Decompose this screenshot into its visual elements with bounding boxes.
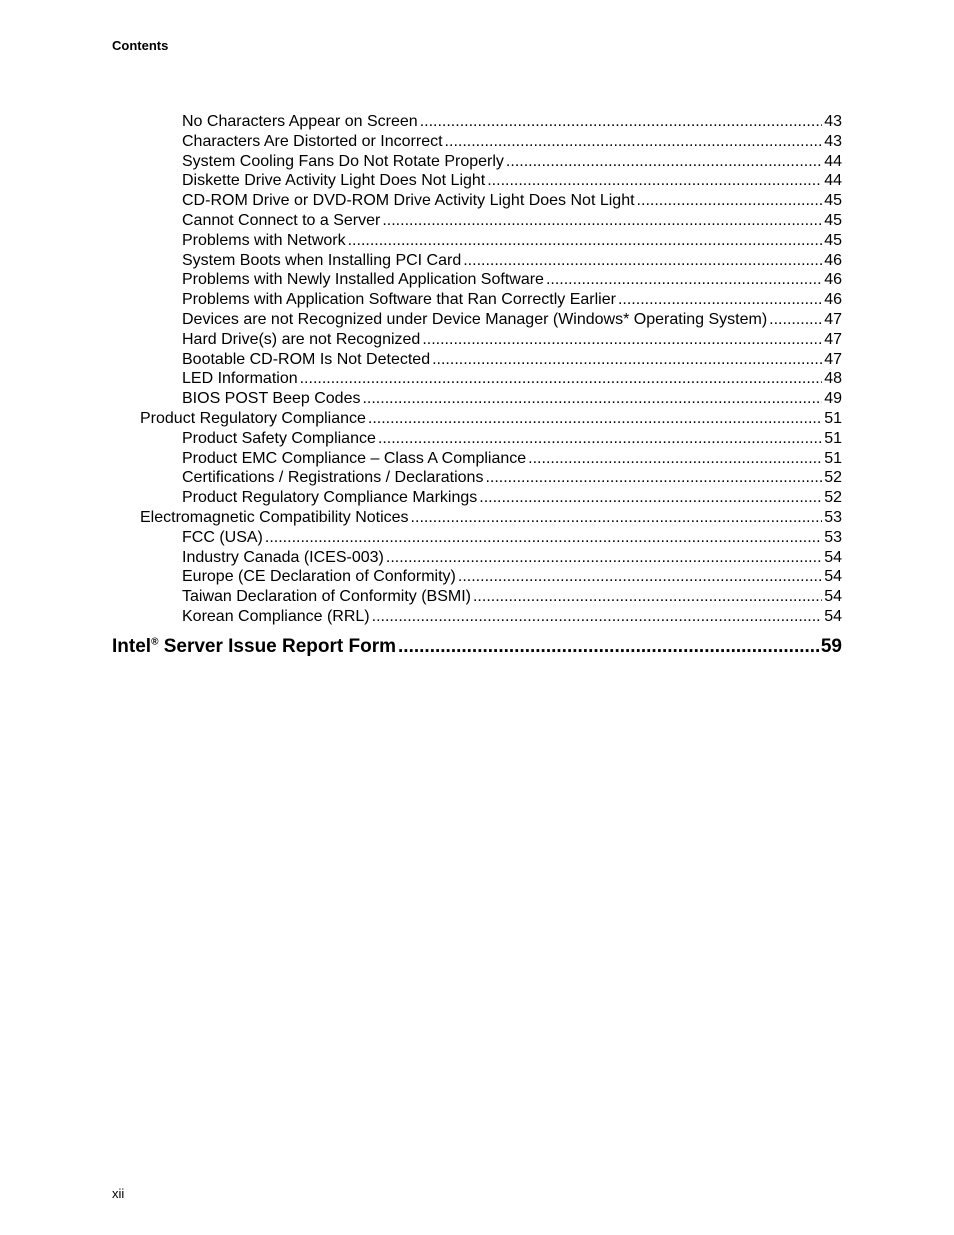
- running-header: Contents: [112, 38, 169, 53]
- toc-dot-leader: [420, 112, 823, 132]
- toc-entry-title: Industry Canada (ICES-003): [182, 548, 384, 566]
- toc-chapter-title: [112, 634, 396, 660]
- toc-entry-title: Devices are not Recognized under Device Manager (Windows* Operating System): [182, 311, 768, 328]
- toc-entry[interactable]: [182, 429, 842, 449]
- toc-chapter-entry[interactable]: [112, 634, 842, 660]
- toc-entry[interactable]: [182, 587, 842, 607]
- toc-entry-title: Problems with Application Software that Ran Correctly Earlier: [182, 291, 616, 309]
- toc-entry-page: 54: [824, 568, 842, 586]
- toc-entry-page: 52: [824, 469, 842, 487]
- toc-dot-leader: [479, 488, 822, 508]
- toc-entry-page: 47: [824, 330, 842, 348]
- toc-dot-leader: [382, 211, 822, 231]
- toc-entry-title: System Boots when Installing PCI Card: [182, 251, 462, 269]
- toc-entry-page: 44: [824, 172, 842, 190]
- toc-dot-leader: [386, 548, 822, 568]
- toc-entry-page: 51: [824, 429, 842, 447]
- toc-entry[interactable]: [182, 567, 842, 587]
- toc-entry[interactable]: [182, 132, 842, 152]
- toc-entry-page: 52: [824, 489, 842, 507]
- toc-entry[interactable]: [140, 409, 842, 429]
- toc-dot-leader: [463, 251, 822, 271]
- toc-entry-title: No Characters Appear on Screen: [182, 113, 418, 130]
- toc-entry[interactable]: [182, 270, 842, 290]
- toc-entry[interactable]: [182, 310, 842, 330]
- toc-entry[interactable]: [182, 251, 842, 271]
- toc-entry[interactable]: [182, 330, 842, 350]
- toc-dot-leader: [637, 191, 823, 211]
- toc-entry-page: 44: [824, 152, 842, 170]
- toc-entry[interactable]: [140, 508, 842, 528]
- toc-dot-leader: [487, 171, 822, 191]
- toc-entry-page: 45: [824, 192, 842, 210]
- toc-entry[interactable]: [182, 211, 842, 231]
- toc-entry[interactable]: [182, 468, 842, 488]
- toc-dot-leader: [300, 369, 823, 389]
- chapter-title-prefix: Intel: [112, 635, 152, 657]
- toc-entry-page: 46: [824, 251, 842, 269]
- toc-entry-page: 54: [824, 588, 842, 606]
- toc-dot-leader: [769, 310, 822, 330]
- toc-entry[interactable]: [182, 389, 842, 409]
- toc-entry-page: 47: [824, 350, 842, 368]
- toc-entry-page: 48: [824, 370, 842, 388]
- toc-dot-leader: [372, 607, 823, 627]
- toc-dot-leader: [485, 468, 822, 488]
- toc-entry-title: FCC (USA): [182, 528, 263, 546]
- chapter-title-suffix: Server Issue Report Form: [158, 635, 397, 657]
- toc-entry-page: 49: [824, 390, 842, 408]
- toc-entry-title: Europe (CE Declaration of Conformity): [182, 568, 456, 586]
- toc-dot-leader: [422, 330, 822, 350]
- toc-entry-page: 47: [824, 311, 842, 328]
- toc-entry-title: Cannot Connect to a Server: [182, 212, 381, 229]
- toc-dot-leader: [368, 409, 822, 429]
- toc-entry-title: Product Regulatory Compliance: [140, 410, 366, 427]
- toc-entry-title: LED Information: [182, 370, 298, 388]
- toc-dot-leader: [458, 567, 822, 587]
- toc-dot-leader: [398, 634, 819, 660]
- toc-entry-page: 53: [824, 509, 842, 526]
- toc-entry-title: Hard Drive(s) are not Recognized: [182, 330, 421, 348]
- toc-entry-page: 43: [824, 113, 842, 130]
- toc-entry-page: 51: [824, 449, 842, 467]
- toc-dot-leader: [411, 508, 823, 528]
- toc-dot-leader: [265, 528, 822, 548]
- toc-entry[interactable]: [182, 290, 842, 310]
- toc-entry[interactable]: [182, 548, 842, 568]
- toc-dot-leader: [432, 350, 822, 370]
- toc-dot-leader: [445, 132, 823, 152]
- toc-entry-title: Product EMC Compliance – Class A Compliance: [182, 449, 527, 467]
- toc-entry[interactable]: [182, 449, 842, 469]
- toc-entry[interactable]: [182, 369, 842, 389]
- toc-dot-leader: [528, 449, 822, 469]
- toc-entry-title: Bootable CD-ROM Is Not Detected: [182, 350, 431, 368]
- toc-entry[interactable]: [182, 171, 842, 191]
- toc-entry-title: Product Safety Compliance: [182, 429, 376, 447]
- toc-entry-page: 45: [824, 212, 842, 229]
- toc-entry-title: Problems with Newly Installed Application Software: [182, 271, 544, 289]
- toc-entry-title: Certifications / Registrations / Declarations: [182, 469, 484, 487]
- toc-entry-title: Electromagnetic Compatibility Notices: [140, 509, 409, 526]
- registered-mark: ®: [151, 636, 159, 648]
- toc-chapter-page: 59: [820, 635, 842, 657]
- toc-entry[interactable]: [182, 191, 842, 211]
- toc-dot-leader: [362, 389, 822, 409]
- toc-entry[interactable]: [182, 350, 842, 370]
- toc-dot-leader: [546, 270, 822, 290]
- toc-entry-page: 51: [824, 410, 842, 427]
- toc-dot-leader: [473, 587, 822, 607]
- toc-entry-page: 46: [824, 271, 842, 289]
- toc-entry-title: Product Regulatory Compliance Markings: [182, 489, 478, 507]
- toc-entry[interactable]: [182, 488, 842, 508]
- toc-entry-page: 46: [824, 291, 842, 309]
- toc-entry-title: Korean Compliance (RRL): [182, 608, 370, 625]
- toc-entry-page: 45: [824, 231, 842, 249]
- toc-entry-title: BIOS POST Beep Codes: [182, 390, 361, 408]
- toc-dot-leader: [348, 231, 823, 251]
- toc-entry-page: 54: [824, 548, 842, 566]
- toc-entry[interactable]: [182, 607, 842, 627]
- toc-entry-title: Characters Are Distorted or Incorrect: [182, 132, 443, 150]
- toc-entry[interactable]: [182, 112, 842, 132]
- toc-entry[interactable]: [182, 152, 842, 172]
- toc-entry-title: Diskette Drive Activity Light Does Not Light: [182, 172, 486, 190]
- toc-dot-leader: [618, 290, 822, 310]
- toc-entry-title: Taiwan Declaration of Conformity (BSMI): [182, 588, 471, 606]
- toc-entry-title: Problems with Network: [182, 231, 346, 249]
- toc-entry-page: 43: [824, 132, 842, 150]
- toc-entry-title: CD-ROM Drive or DVD-ROM Drive Activity Light Does Not Light: [182, 192, 635, 210]
- toc-dot-leader: [506, 152, 822, 172]
- toc-entry-page: 54: [824, 608, 842, 625]
- toc-entry[interactable]: [182, 528, 842, 548]
- toc-entry-page: 53: [824, 528, 842, 546]
- page-number: xii: [112, 1186, 125, 1201]
- toc-entry[interactable]: [182, 231, 842, 251]
- toc-entry-title: System Cooling Fans Do Not Rotate Properly: [182, 152, 504, 170]
- toc-dot-leader: [378, 429, 822, 449]
